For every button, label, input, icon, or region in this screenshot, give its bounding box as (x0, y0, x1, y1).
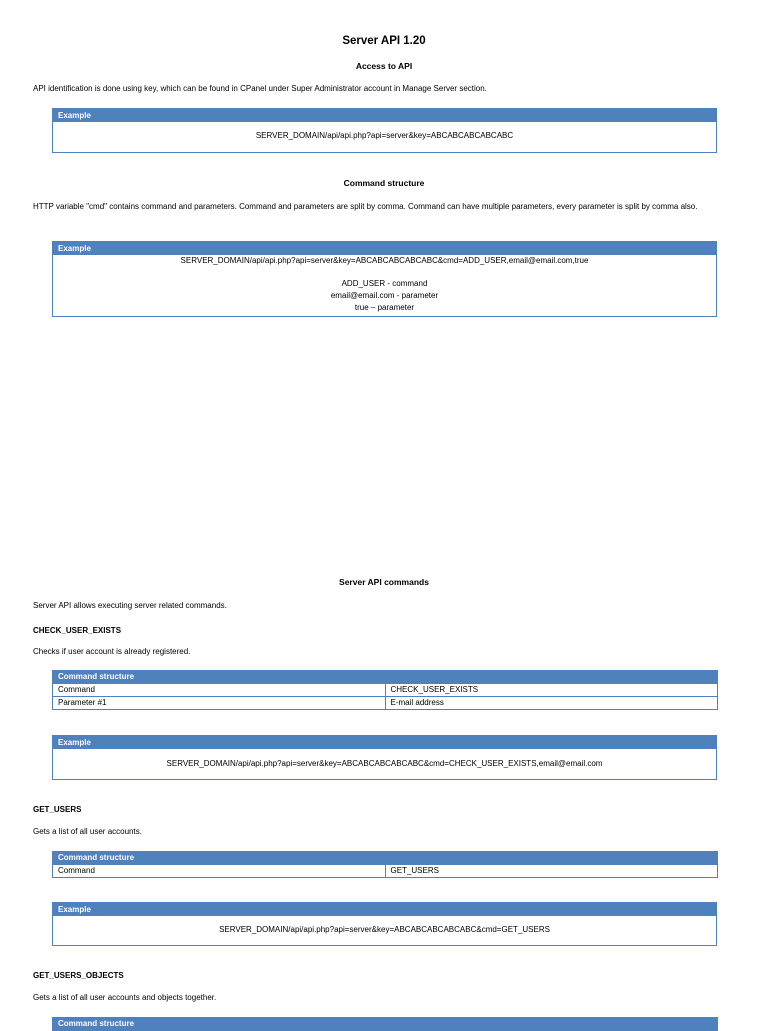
example-line: ADD_USER - command (341, 279, 428, 288)
access-example-box (52, 108, 717, 153)
example-label: Example (53, 736, 716, 749)
get-users-example-box (52, 902, 717, 946)
section-heading-server-commands: Server API commands (339, 577, 429, 587)
command-description: Checks if user account is already registered. (33, 647, 191, 656)
command-name: GET_USERS (33, 805, 82, 814)
example-line: email@email.com - parameter (330, 291, 439, 300)
table-header: Command structure (53, 671, 718, 684)
command-structure-table (52, 1017, 718, 1031)
section-heading-access: Access to API (355, 61, 413, 71)
table-row (53, 684, 718, 697)
command-structure-text: HTTP variable "cmd" contains command and parameters. Command and parameters are split by comma. Command can have multiple parameters, every parameter is split by comma also. (33, 202, 698, 211)
table-cell-value: GET_USERS (385, 865, 718, 878)
server-commands-text: Server API allows executing server related commands. (33, 601, 227, 610)
section-heading-command-structure: Command structure (343, 178, 425, 188)
command-structure-table (52, 851, 718, 878)
table-cell-value: E-mail address (385, 697, 718, 710)
example-label: Example (53, 903, 716, 916)
table-row (53, 697, 718, 710)
example-label: Example (53, 242, 716, 255)
table-header: Command structure (53, 1018, 718, 1031)
command-description: Gets a list of all user accounts. (33, 827, 142, 836)
access-example-url: SERVER_DOMAIN/api/api.php?api=server&key=ABCABCABCABCABC (255, 131, 514, 140)
table-cell-key: Command (53, 684, 386, 697)
example-label: Example (53, 109, 716, 122)
table-cell-value: CHECK_USER_EXISTS (385, 684, 718, 697)
get-users-example-url: SERVER_DOMAIN/api/api.php?api=server&key=ABCABCABCABCABC&cmd=GET_USERS (219, 925, 550, 934)
check-user-example-url: SERVER_DOMAIN/api/api.php?api=server&key=ABCABCABCABCABC&cmd=CHECK_USER_EXISTS,email@email.com (166, 759, 603, 768)
table-cell-key: Parameter #1 (53, 697, 386, 710)
check-user-example-box (52, 735, 717, 780)
page-title: Server API 1.20 (342, 35, 426, 47)
command-description: Gets a list of all user accounts and objects together. (33, 993, 217, 1002)
table-header: Command structure (53, 852, 718, 865)
example-line: true – parameter (354, 303, 415, 312)
table-row (53, 865, 718, 878)
command-structure-table (52, 670, 718, 710)
table-cell-key: Command (53, 865, 386, 878)
access-text: API identification is done using key, which can be found in CPanel under Super Administrator account in Manage Server section. (33, 84, 487, 93)
command-structure-example-url: SERVER_DOMAIN/api/api.php?api=server&key=ABCABCABCABCABC&cmd=ADD_USER,email@email.com,true (180, 256, 589, 265)
command-structure-example-box (52, 241, 717, 317)
command-name: CHECK_USER_EXISTS (33, 626, 122, 635)
command-name: GET_USERS_OBJECTS (33, 971, 124, 980)
